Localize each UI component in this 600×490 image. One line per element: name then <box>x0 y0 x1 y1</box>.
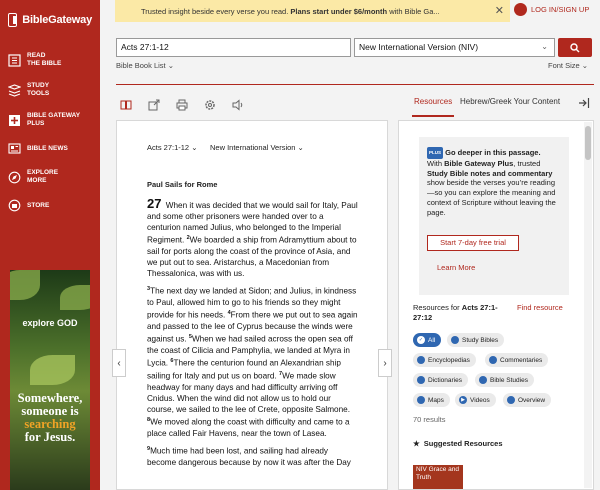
results-count: 70 results <box>413 415 446 424</box>
login-label: LOG IN/SIGN UP <box>531 5 590 14</box>
filter-study-bibles[interactable]: Study Bibles <box>447 333 504 347</box>
paragraph <box>147 284 359 439</box>
sidebar-item-label: READ THE BIBLE <box>27 52 62 67</box>
sidebar-item-store[interactable] <box>0 199 100 212</box>
plus-icon <box>8 114 21 127</box>
print-icon[interactable] <box>176 99 188 111</box>
logo[interactable] <box>0 0 100 38</box>
plus-body-bold: Study Bible notes and commentary <box>427 168 553 178</box>
play-icon: ▶ <box>459 396 467 404</box>
verse-text: We made slow headway for many days and had difficulty arriving off Cnidus. When the wind did not allow us to hold our course, we sailed to the lee of Crete, opposite Salmone. <box>147 371 350 414</box>
version-dropdown[interactable]: New International Version ⌄ <box>210 143 304 152</box>
paragraph <box>147 198 359 279</box>
store-icon <box>8 199 21 212</box>
filter-all[interactable]: ✓ All <box>413 333 441 347</box>
star-icon: ★ <box>413 439 420 448</box>
collapse-panel-icon[interactable] <box>578 97 590 109</box>
search-button[interactable] <box>558 38 592 57</box>
ad-leaf-decoration <box>10 270 40 300</box>
share-icon[interactable] <box>148 99 160 111</box>
plus-promo-card <box>419 137 569 295</box>
verse-number: 2 <box>186 235 190 242</box>
filter-dictionaries[interactable]: Dictionaries <box>413 373 468 387</box>
version-select[interactable] <box>354 38 555 57</box>
audio-icon[interactable] <box>232 99 244 111</box>
chapter-number: 27 <box>147 196 162 211</box>
verse-number: 4 <box>227 310 231 317</box>
login-link[interactable] <box>514 3 589 16</box>
globe-icon <box>417 356 425 364</box>
verse-number: 7 <box>279 370 283 377</box>
plus-body: With <box>427 158 442 168</box>
filter-encyclopedias[interactable]: Encyclopedias <box>413 353 476 367</box>
study-tools-icon <box>8 84 21 97</box>
book-icon <box>8 54 21 67</box>
verse-text: The next day we landed at Sidon; and Julius, in kindness to Paul, allowed him to go to his friends so they might provide for his needs. <box>147 287 357 321</box>
previous-chapter-button[interactable] <box>112 349 126 377</box>
map-icon <box>417 396 425 404</box>
filter-commentaries[interactable]: Commentaries <box>485 353 548 367</box>
sidebar-item-label: BIBLE NEWS <box>27 144 68 152</box>
check-icon: ✓ <box>418 337 424 343</box>
gear-icon[interactable] <box>204 99 216 111</box>
version-select-value: New International Version (NIV) <box>359 42 479 52</box>
resources-for-label: Resources for Acts 27:1-27:12 <box>413 303 498 322</box>
book-icon <box>451 336 459 344</box>
logo-mark-icon <box>8 13 17 27</box>
chevron-down-icon: ⌄ <box>541 42 548 51</box>
verse-number: 5 <box>188 334 192 341</box>
banner-bold-text: Plans start under $6/month <box>290 6 388 16</box>
sidebar-item-label: STUDY TOOLS <box>27 82 50 97</box>
resources-panel <box>398 120 594 490</box>
plus-badge: PLUS <box>427 147 443 159</box>
font-size-control[interactable]: Font Size ⌄ <box>548 61 589 70</box>
scrollbar-thumb[interactable] <box>585 126 591 160</box>
verse-number: 9 <box>147 446 151 453</box>
logo-text: BibleGateway <box>22 14 92 26</box>
verse-number: 3 <box>147 286 151 293</box>
parallel-view-icon[interactable] <box>120 99 132 111</box>
next-chapter-button[interactable] <box>378 349 392 377</box>
compass-icon <box>8 171 21 184</box>
passage-search-input[interactable]: Acts 27:1-12 <box>116 38 351 57</box>
verse-number: 8 <box>147 417 151 424</box>
sidebar-item-label: STORE <box>27 201 50 209</box>
sidebar-item-label: BIBLE GATEWAY PLUS <box>27 112 81 127</box>
section-heading: Paul Sails for Rome <box>147 180 218 189</box>
verse-text: When it was decided that we would sail for Italy, Paul and some other prisoners were handed over to a centurion named Julius, who belonged to the Imperial Regiment. <box>147 201 358 246</box>
filter-bible-studies[interactable]: Bible Studies <box>475 373 534 387</box>
passage-panel <box>116 120 388 490</box>
close-icon[interactable]: ✕ <box>494 5 504 17</box>
news-icon <box>8 142 21 155</box>
paragraph <box>147 444 359 468</box>
promo-banner[interactable] <box>115 0 510 22</box>
plus-body: show beside the verses you’re reading—so you can explore the meaning and context of Scripture without leaving the page. <box>427 178 556 217</box>
chevron-left-icon: ‹ <box>117 357 121 369</box>
verse-text: We moved along the coast with difficulty and came to a place called Fair Havens, near the town of Lasea. <box>147 417 350 438</box>
passage-reference-dropdown[interactable]: Acts 27:1-12 ⌄ <box>147 143 198 152</box>
banner-tail-text: with Bible Ga... <box>389 6 440 16</box>
passage-text <box>147 198 359 473</box>
sidebar-item-read-the-bible[interactable] <box>0 52 100 68</box>
suggested-resources-heading: ★ Suggested Resources <box>413 439 503 448</box>
tab-hebrew-greek-your-content[interactable]: Hebrew/Greek Your Content <box>460 97 561 106</box>
plus-body: , trusted <box>513 158 541 168</box>
chevron-right-icon: › <box>383 357 387 369</box>
sidebar-item-study-tools[interactable] <box>0 82 100 98</box>
filter-maps[interactable]: Maps <box>413 393 450 407</box>
banner-text: Trusted insight beside every verse you read. <box>141 6 289 16</box>
ad-leaf-decoration <box>30 355 75 385</box>
sidebar-item-bible-news[interactable] <box>0 142 100 155</box>
bible-book-list-link[interactable]: Bible Book List ⌄ <box>116 61 174 70</box>
ad-leaf-decoration <box>60 285 90 310</box>
filter-overview[interactable]: Overview <box>503 393 551 407</box>
sidebar-item-explore-more[interactable] <box>0 169 100 185</box>
sidebar-nav <box>0 52 100 212</box>
ad-logo: explore GOD <box>22 318 78 328</box>
verse-text: We boarded a ship from Adramyttium about to sail for ports along the coast of the province of Asia, and we put out to sea. Aristarchus, a Macedonian from Thessalonica, was with us. <box>147 236 357 279</box>
find-resource-link[interactable]: Find resource <box>517 303 563 312</box>
comment-icon <box>489 356 497 364</box>
verse-text: There the centurion found an Alexandrian ship sailing for Italy and put us on board. <box>147 358 341 381</box>
book-icon <box>479 376 487 384</box>
dictionary-icon <box>417 376 425 384</box>
plus-heading: Go deeper in this passage. <box>445 147 541 157</box>
active-tab-indicator <box>412 115 454 117</box>
verse-text: Much time had been lost, and sailing had already become dangerous because by now it was after the Day <box>147 446 351 467</box>
advertisement[interactable] <box>10 270 90 490</box>
verse-text: From there we put out to sea again and passed to the lee of Cyprus because the winds were against us. <box>147 311 358 344</box>
verse-number: 6 <box>170 358 174 365</box>
resources-scrollbar[interactable] <box>584 122 592 488</box>
tab-resources[interactable]: Resources <box>414 97 453 106</box>
overview-icon <box>507 396 515 404</box>
ad-text: Somewhere, someone is searching for Jesus. <box>17 391 83 444</box>
divider <box>116 84 594 85</box>
sidebar <box>0 0 100 490</box>
sidebar-item-bible-gateway-plus[interactable] <box>0 112 100 128</box>
start-free-trial-button[interactable]: Start 7-day free trial <box>427 235 519 251</box>
learn-more-link[interactable]: Learn More <box>437 263 476 272</box>
suggested-book-thumbnail[interactable]: NIV Grace and Truth <box>413 465 463 490</box>
sidebar-item-label: EXPLORE MORE <box>27 169 59 184</box>
verse-text: When we had sailed across the open sea off the coast of Cilicia and Pamphylia, we landed at Myra in Lycia. <box>147 334 353 368</box>
plus-body-bold: Bible Gateway Plus <box>444 158 514 168</box>
filter-videos[interactable]: ▶ Videos <box>455 393 496 407</box>
search-icon <box>570 43 580 53</box>
user-avatar-icon <box>514 3 527 16</box>
